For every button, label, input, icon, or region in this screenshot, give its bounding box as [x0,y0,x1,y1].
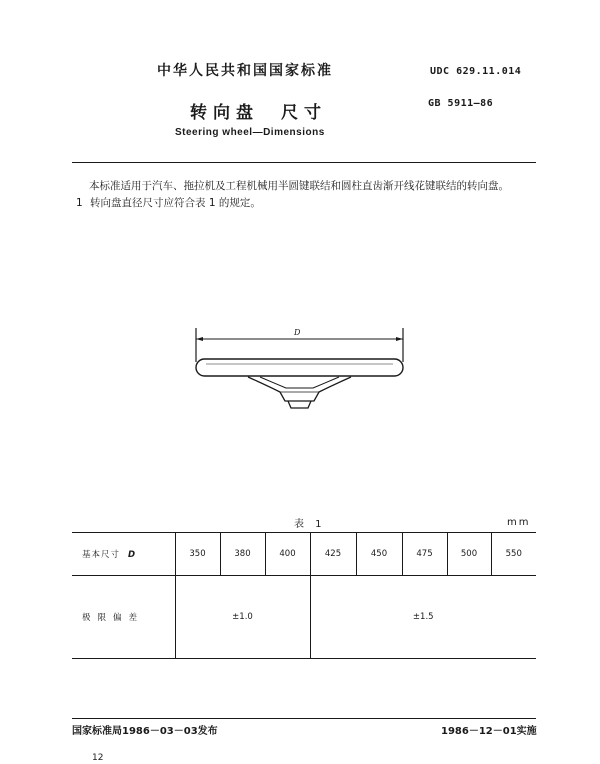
table-unit: mm [507,517,531,528]
page-number: 12 [92,753,104,763]
row-label-tolerance: 极限偏差 [72,576,175,659]
title-part-1: 转向盘 [190,103,259,123]
table-row-tolerance [72,576,536,659]
row-label-basic-size [72,533,175,576]
size-cell: 425 [310,533,356,576]
size-cell: 500 [447,533,491,576]
size-cell: 380 [220,533,265,576]
steering-wheel-diagram [190,322,410,412]
dimension-arrow-right [396,337,403,341]
size-cell: 400 [265,533,310,576]
size-cell: 350 [175,533,220,576]
clause-number: 1 [76,197,83,209]
standard-org-title: 中华人民共和国国家标准 [157,63,333,79]
tolerance-cell-large: ±1.5 [310,576,536,659]
effective-date: 1986－12－01实施 [441,726,537,737]
symbol-d: D [128,550,137,560]
clause-1 [76,195,261,210]
document-title-cn [190,98,327,123]
wheel-hub [288,401,311,408]
size-cell: 450 [356,533,402,576]
table-caption: 表 1 [294,519,326,530]
footer-divider [72,718,536,719]
header-divider [72,162,536,163]
gb-standard-code: GB 5911—86 [428,98,494,109]
title-part-2: 尺寸 [281,103,327,123]
dimension-table [72,532,536,659]
udc-code: UDC 629.11.014 [430,66,522,77]
dimension-arrow-left [196,337,203,341]
issue-date: 国家标准局1986－03－03发布 [72,726,218,737]
wheel-spoke-outline [248,377,351,401]
tolerance-cell-small: ±1.0 [175,576,310,659]
scope-paragraph: 本标准适用于汽车、拖拉机及工程机械用半圆键联结和圆柱直齿渐开线花键联结的转向盘。 [89,180,509,192]
wheel-spoke-inner [260,377,339,388]
dimension-label-d: D [294,328,301,337]
size-cell: 475 [402,533,447,576]
wheel-rim [196,359,403,376]
clause-text: 转向盘直径尺寸应符合表 1 的规定。 [90,197,261,209]
size-cell: 550 [491,533,536,576]
table-row-basic-size [72,533,536,576]
basic-size-label: 基本尺寸 [82,550,121,560]
document-title-en: Steering wheel—Dimensions [175,127,325,138]
